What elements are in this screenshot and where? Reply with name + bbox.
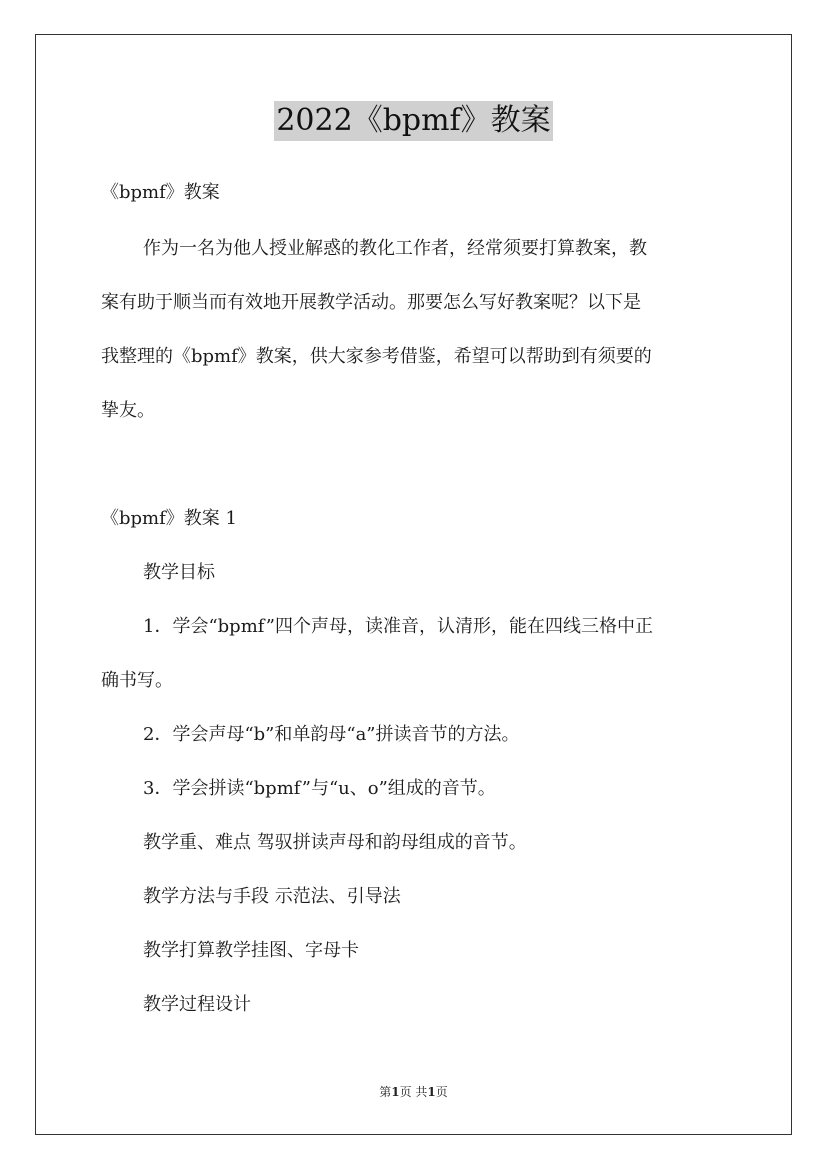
document-subtitle: 《bpmf》教案 [101,182,220,203]
section1-heading: 《bpmf》教案 1 [101,508,237,529]
key-points: 教学重、难点 驾驭拼读声母和韵母组成的音节。 [143,832,527,853]
teaching-process: 教学过程设计 [143,994,251,1015]
intro-line-2: 案有助于顺当而有效地开展教学活动。那要怎么写好教案呢？以下是 [101,292,641,313]
intro-line-3: 我整理的《bpmf》教案，供大家参考借鉴，希望可以帮助到有须要的 [101,346,652,367]
footer-prefix: 第 [379,1085,392,1099]
title-container [0,101,827,141]
goal2: 2．学会声母“b”和单韵母“a”拼读音节的方法。 [143,724,520,745]
page-footer [0,1084,827,1100]
footer-suffix: 页 [435,1085,448,1099]
footer-page-number: 1 [391,1085,400,1099]
goal1-line1: 1．学会“bpmf”四个声母，读准音，认清形，能在四线三格中正 [143,616,653,637]
goal3: 3．学会拼读“bpmf”与“u、o”组成的音节。 [143,778,496,799]
teaching-goal-label: 教学目标 [143,562,215,583]
goal1-line2: 确书写。 [101,670,173,691]
intro-line-1: 作为一名为他人授业解惑的教化工作者，经常须要打算教案，教 [143,238,647,259]
teaching-preparation: 教学打算教学挂图、字母卡 [143,940,359,961]
document-title: 2022《bpmf》教案 [274,101,552,141]
intro-line-4: 挚友。 [101,400,155,421]
footer-page-total: 1 [427,1085,436,1099]
footer-mid: 页 共 [399,1085,428,1099]
teaching-methods: 教学方法与手段 示范法、引导法 [143,886,401,907]
